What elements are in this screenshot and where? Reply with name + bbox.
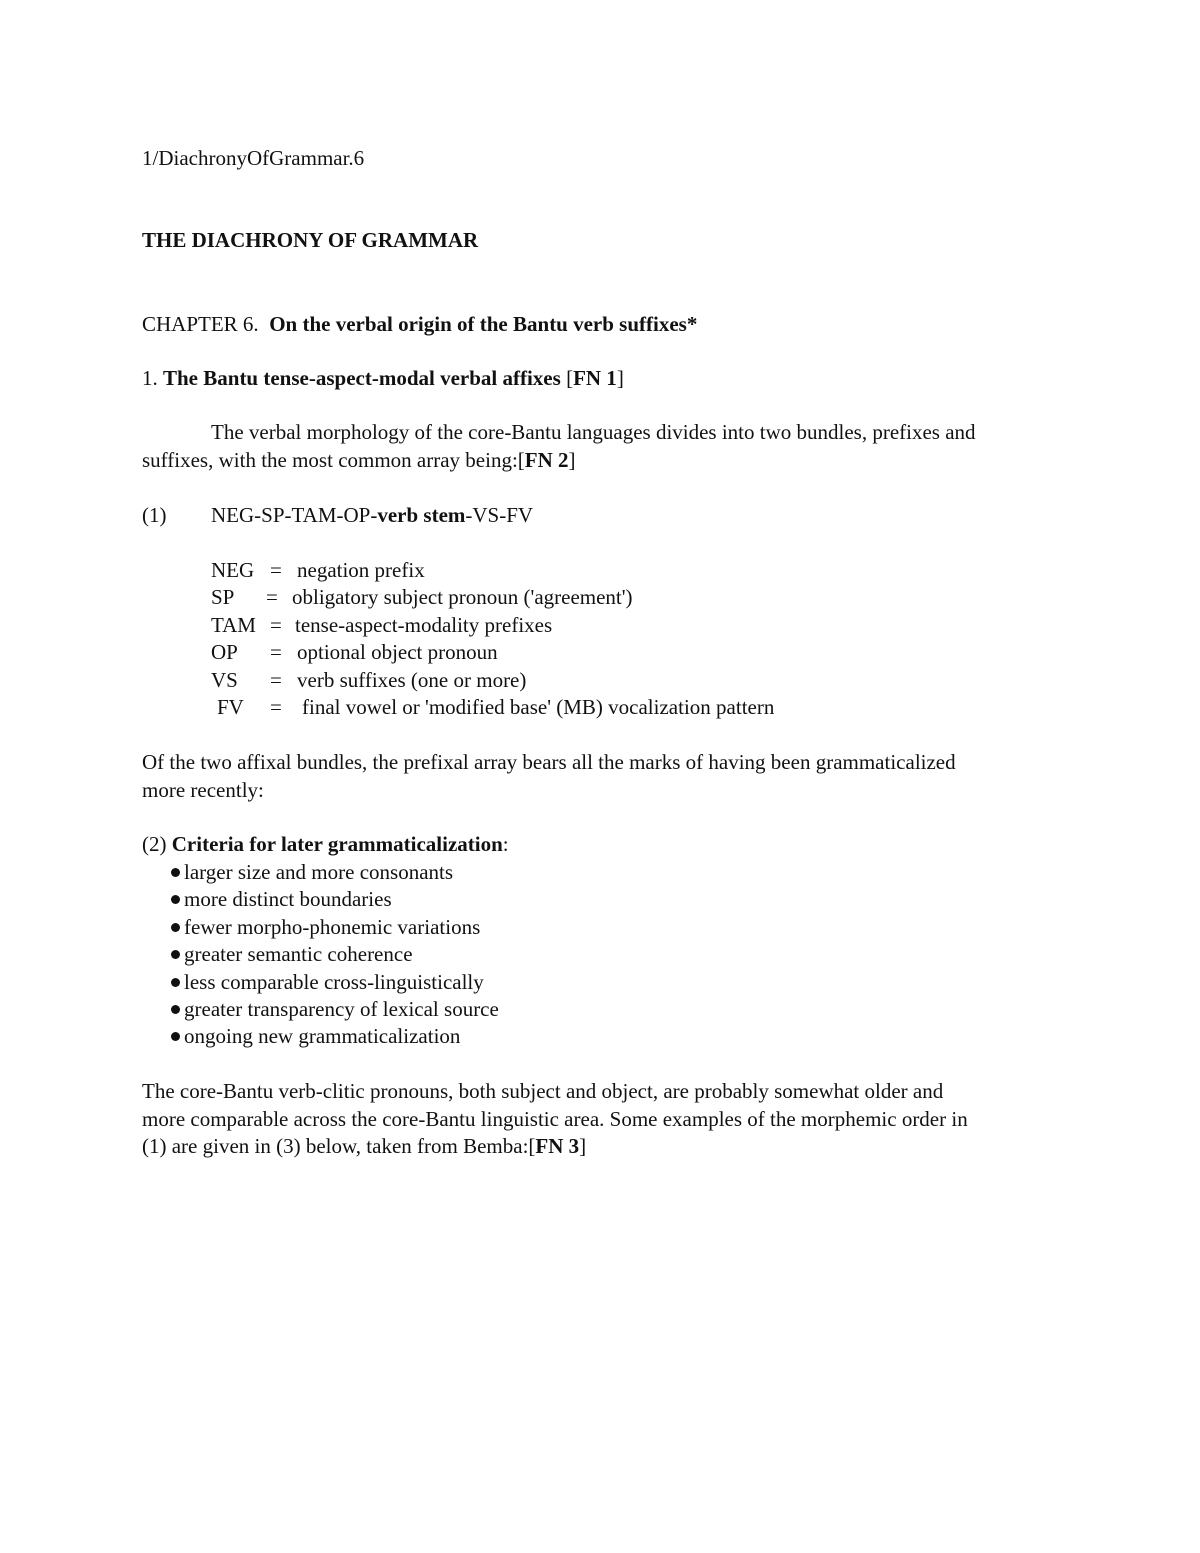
example-formula (211, 501, 533, 529)
chapter-title: On the verbal origin of the Bantu verb suffixes* (269, 312, 698, 336)
bullet-icon (171, 923, 180, 932)
bullet-icon (171, 1005, 180, 1014)
chapter-heading (142, 310, 697, 338)
abbr-equals: = (270, 668, 282, 692)
chapter-label: CHAPTER 6. (142, 312, 259, 336)
abbr-key: OP (211, 640, 238, 664)
abbr-description: negation prefix (297, 558, 425, 582)
list-item (171, 885, 392, 913)
abbr-description: tense-aspect-modality prefixes (295, 613, 553, 637)
example-number: (1) (142, 503, 167, 527)
formula-verb-stem: verb stem (377, 503, 466, 527)
list-item (171, 995, 499, 1023)
paragraph-line (142, 1132, 586, 1160)
paragraph-text: (1) are given in (3) below, taken from Bemba:[ (142, 1134, 536, 1158)
abbr-key: SP (211, 585, 235, 609)
criteria-colon: : (502, 832, 509, 856)
abbr-equals: = (270, 558, 282, 582)
section-heading (142, 364, 624, 392)
list-item-text: fewer morpho-phonemic variations (184, 915, 481, 939)
abbr-description: verb suffixes (one or more) (297, 668, 527, 692)
list-item (171, 913, 480, 941)
list-item-text: less comparable cross-linguistically (184, 970, 484, 994)
paragraph-line: more comparable across the core-Bantu linguistic area. Some examples of the morphemic order in (142, 1107, 968, 1131)
footnote-close: ] (568, 448, 576, 472)
list-item-text: greater transparency of lexical source (184, 997, 499, 1021)
footnote-ref: FN 3 (535, 1134, 580, 1158)
abbr-equals: = (270, 640, 282, 664)
footnote-ref: FN 2 (524, 448, 569, 472)
paragraph-line: The core-Bantu verb-clitic pronouns, both subject and object, are probably somewhat older and (142, 1079, 944, 1103)
formula-suffixes: -VS-FV (465, 503, 534, 527)
abbr-key: TAM (211, 613, 256, 637)
list-item-text: more distinct boundaries (184, 887, 392, 911)
section-number: 1. (142, 366, 158, 390)
abbr-key: VS (211, 668, 238, 692)
list-item-text: ongoing new grammaticalization (184, 1024, 461, 1048)
abbr-equals: = (266, 585, 278, 609)
abbr-description: final vowel or 'modified base' (MB) vocalization pattern (302, 695, 775, 719)
list-item (171, 968, 484, 996)
paragraph-line (142, 446, 576, 474)
paragraph-line: Of the two affixal bundles, the prefixal array bears all the marks of having been grammaticalized (142, 750, 956, 774)
abbr-key: NEG (211, 558, 255, 582)
footnote-close: ] (616, 366, 624, 390)
bullet-icon (171, 950, 180, 959)
abbr-equals: = (270, 613, 282, 637)
section-title: The Bantu tense-aspect-modal verbal affixes (163, 366, 561, 390)
footnote-close: ] (579, 1134, 587, 1158)
document-title: THE DIACHRONY OF GRAMMAR (142, 228, 479, 252)
bullet-icon (171, 978, 180, 987)
abbr-equals: = (270, 695, 282, 719)
bullet-icon (171, 1032, 180, 1041)
criteria-number: (2) (142, 832, 167, 856)
list-item-text: greater semantic coherence (184, 942, 413, 966)
list-item (171, 1022, 460, 1050)
bullet-icon (171, 868, 180, 877)
abbr-description: optional object pronoun (297, 640, 498, 664)
paragraph-text: suffixes, with the most common array being:[ (142, 448, 525, 472)
criteria-heading (142, 830, 509, 858)
paragraph-line: more recently: (142, 778, 264, 802)
criteria-title: Criteria for later grammaticalization (171, 832, 503, 856)
abbr-key: FV (217, 695, 244, 719)
list-item (171, 858, 453, 886)
list-item-text: larger size and more consonants (184, 860, 454, 884)
formula-prefixes: NEG-SP-TAM-OP- (211, 503, 378, 527)
paragraph-line: The verbal morphology of the core-Bantu languages divides into two bundles, prefixes and (211, 420, 976, 444)
abbr-description: obligatory subject pronoun ('agreement') (292, 585, 633, 609)
footnote-ref: FN 1 (573, 366, 617, 390)
footnote-open: [ (566, 366, 574, 390)
list-item (171, 940, 413, 968)
file-label: 1/DiachronyOfGrammar.6 (142, 146, 365, 170)
bullet-icon (171, 895, 180, 904)
